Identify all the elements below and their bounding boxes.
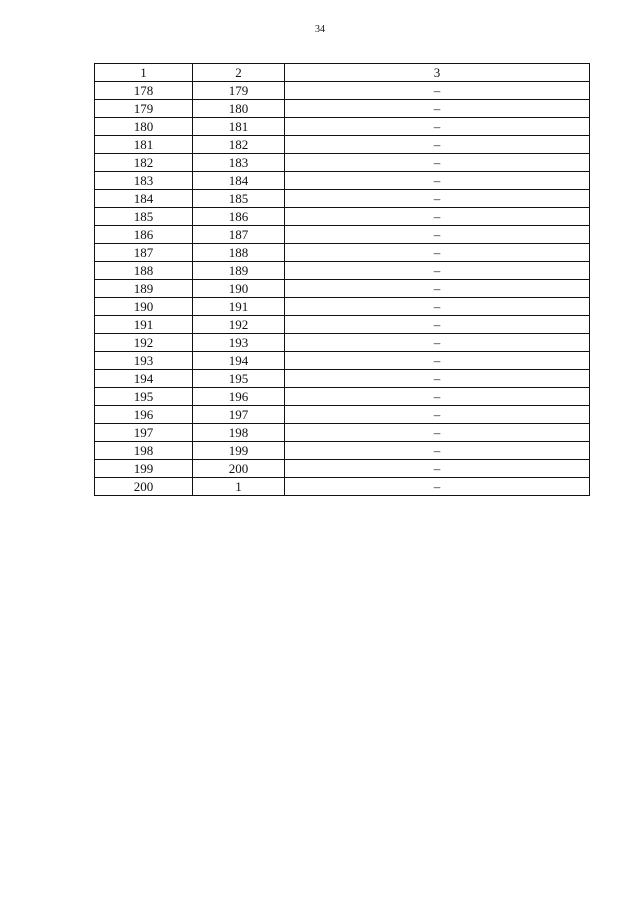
table-cell-col-2: 189 — [193, 262, 285, 280]
table-cell-col-1: 198 — [95, 442, 193, 460]
table-cell-col-1: 197 — [95, 424, 193, 442]
table-cell-col-2: 185 — [193, 190, 285, 208]
table-row — [95, 226, 590, 244]
table-cell-col-3: – — [285, 190, 590, 208]
table-cell-col-3: – — [285, 334, 590, 352]
table-cell-col-2: 193 — [193, 334, 285, 352]
table-cell-col-2: 186 — [193, 208, 285, 226]
table-cell-col-3: – — [285, 262, 590, 280]
table-cell-col-1: 179 — [95, 100, 193, 118]
table-cell-col-1: 199 — [95, 460, 193, 478]
table-cell-col-1: 193 — [95, 352, 193, 370]
table-cell-col-2: 191 — [193, 298, 285, 316]
table-cell-col-3: – — [285, 388, 590, 406]
page-number: 34 — [315, 24, 325, 35]
table-row — [95, 100, 590, 118]
table-row — [95, 334, 590, 352]
table-cell-col-2: 181 — [193, 118, 285, 136]
table-row — [95, 478, 590, 496]
column-header-1: 1 — [95, 64, 193, 82]
table-cell-col-2: 182 — [193, 136, 285, 154]
table-cell-col-1: 192 — [95, 334, 193, 352]
table-cell-col-3: – — [285, 136, 590, 154]
table-row — [95, 280, 590, 298]
table-cell-col-2: 192 — [193, 316, 285, 334]
table-row — [95, 244, 590, 262]
table-cell-col-1: 186 — [95, 226, 193, 244]
table-row — [95, 442, 590, 460]
table-cell-col-2: 187 — [193, 226, 285, 244]
table-cell-col-1: 189 — [95, 280, 193, 298]
table-row — [95, 316, 590, 334]
table-row — [95, 352, 590, 370]
table-row — [95, 406, 590, 424]
table-cell-col-3: – — [285, 154, 590, 172]
table-cell-col-1: 182 — [95, 154, 193, 172]
table-cell-col-2: 183 — [193, 154, 285, 172]
table-cell-col-2: 190 — [193, 280, 285, 298]
column-header-2: 2 — [193, 64, 285, 82]
table-cell-col-3: – — [285, 406, 590, 424]
table-cell-col-2: 180 — [193, 100, 285, 118]
table-cell-col-2: 197 — [193, 406, 285, 424]
table-cell-col-2: 199 — [193, 442, 285, 460]
table-row — [95, 172, 590, 190]
table-cell-col-3: – — [285, 316, 590, 334]
table-cell-col-3: – — [285, 208, 590, 226]
table-cell-col-2: 1 — [193, 478, 285, 496]
table-cell-col-1: 196 — [95, 406, 193, 424]
table-cell-col-1: 181 — [95, 136, 193, 154]
table-cell-col-2: 188 — [193, 244, 285, 262]
table-cell-col-3: – — [285, 352, 590, 370]
table-row — [95, 82, 590, 100]
table-cell-col-1: 178 — [95, 82, 193, 100]
table-cell-col-2: 195 — [193, 370, 285, 388]
table-cell-col-1: 191 — [95, 316, 193, 334]
table-cell-col-1: 180 — [95, 118, 193, 136]
table-cell-col-1: 190 — [95, 298, 193, 316]
table-cell-col-3: – — [285, 280, 590, 298]
table-row — [95, 388, 590, 406]
table-cell-col-2: 200 — [193, 460, 285, 478]
table-cell-col-2: 179 — [193, 82, 285, 100]
table-cell-col-3: – — [285, 172, 590, 190]
table-cell-col-1: 195 — [95, 388, 193, 406]
table-cell-col-3: – — [285, 226, 590, 244]
table-cell-col-1: 188 — [95, 262, 193, 280]
table-row — [95, 262, 590, 280]
table-cell-col-1: 185 — [95, 208, 193, 226]
table-body — [95, 82, 590, 496]
table-cell-col-3: – — [285, 82, 590, 100]
table-cell-col-3: – — [285, 478, 590, 496]
table-cell-col-3: – — [285, 244, 590, 262]
table-row — [95, 370, 590, 388]
table-cell-col-1: 184 — [95, 190, 193, 208]
table-cell-col-3: – — [285, 424, 590, 442]
table-row — [95, 118, 590, 136]
table-cell-col-2: 198 — [193, 424, 285, 442]
table-cell-col-1: 200 — [95, 478, 193, 496]
table-row — [95, 298, 590, 316]
table-cell-col-1: 187 — [95, 244, 193, 262]
table-cell-col-3: – — [285, 460, 590, 478]
table-cell-col-3: – — [285, 100, 590, 118]
header-row — [95, 64, 590, 82]
table-cell-col-3: – — [285, 442, 590, 460]
table-cell-col-3: – — [285, 118, 590, 136]
table-cell-col-2: 184 — [193, 172, 285, 190]
table-cell-col-3: – — [285, 370, 590, 388]
table-cell-col-2: 196 — [193, 388, 285, 406]
table-row — [95, 190, 590, 208]
table-row — [95, 424, 590, 442]
table-cell-col-1: 194 — [95, 370, 193, 388]
table-row — [95, 208, 590, 226]
table-cell-col-3: – — [285, 298, 590, 316]
table-row — [95, 136, 590, 154]
table-row — [95, 154, 590, 172]
table-cell-col-2: 194 — [193, 352, 285, 370]
column-header-3: 3 — [285, 64, 590, 82]
table-cell-col-1: 183 — [95, 172, 193, 190]
table-row — [95, 460, 590, 478]
data-table — [94, 63, 590, 496]
